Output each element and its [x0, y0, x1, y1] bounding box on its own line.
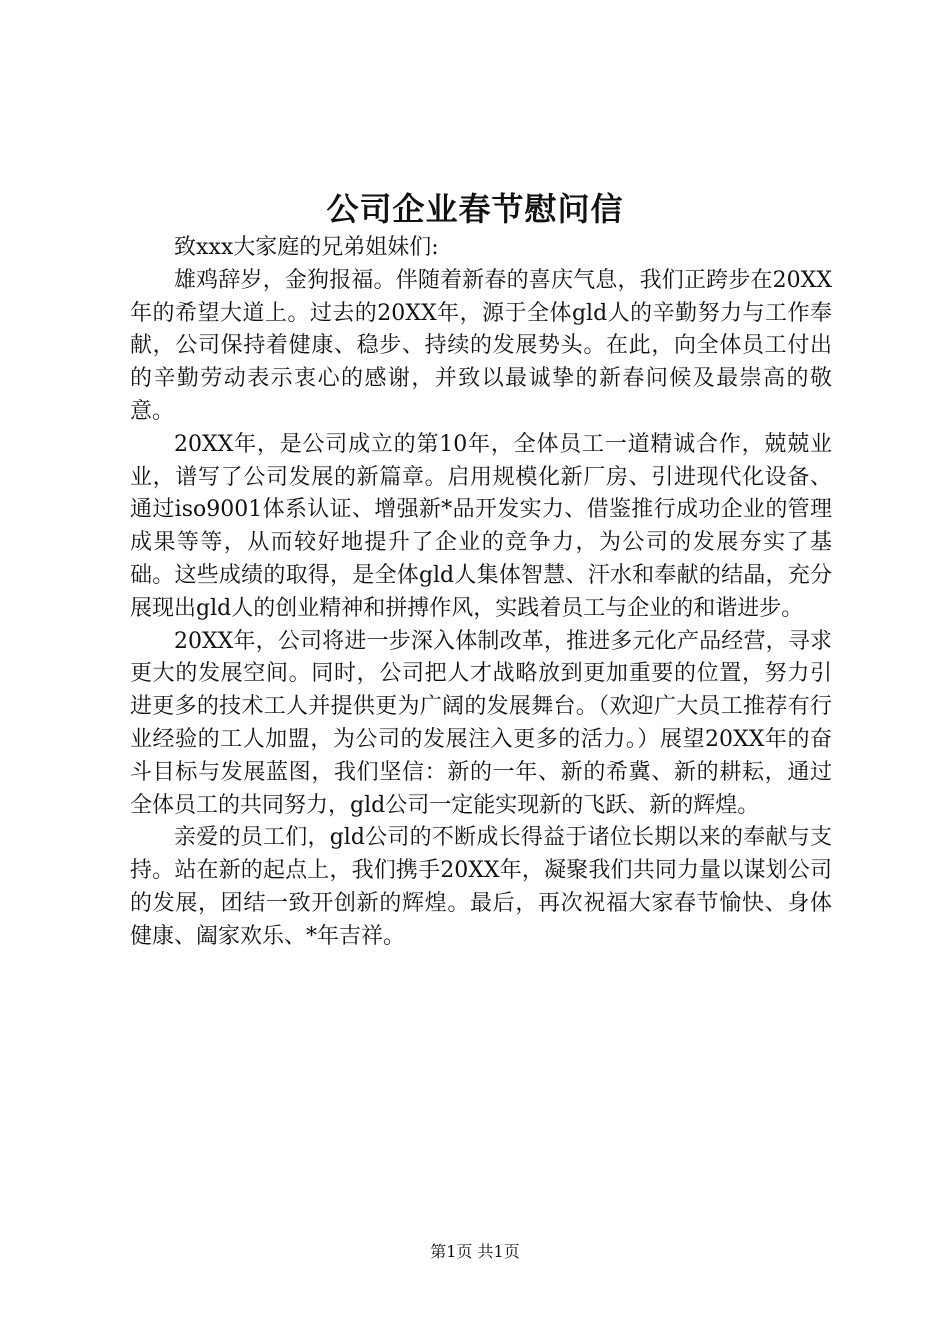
- page-footer: 第1页 共1页: [430, 1242, 520, 1261]
- paragraph-3: 20XX年，公司将进一步深入体制改革，推进多元化产品经营，寻求更大的发展空间。同时，公司把人才战略放到更加重要的位置，努力引进更多的技术工人并提供更为广阔的发展舞台。（欢迎广大员工推荐有行业经验的工人加盟，为公司的发展注入更多的活力。）展望20XX年的奋斗目标与发展蓝图，我们坚信：新的一年、新的希冀、新的耕耘，通过全体员工的共同努力，gld公司一定能实现新的飞跃、新的辉煌。: [130, 628, 832, 818]
- letter-body: [130, 232, 832, 954]
- document-title: 公司企业春节慰问信: [326, 190, 624, 228]
- paragraph-2: 20XX年，是公司成立的第10年，全体员工一道精诚合作，兢兢业业，谱写了公司发展的新篇章。启用规模化新厂房、引进现代化设备、通过iso9001体系认证、增强新*品开发实力、借鉴推行成功企业的管理成果等等，从而较好地提升了企业的竞争力，为公司的发展夯实了基础。这些成绩的取得，是全体gld人集体智慧、汗水和奉献的结晶，充分展现出gld人的创业精神和拼搏作风，实践着员工与企业的和谐进步。: [130, 431, 832, 621]
- salutation: 致xxx大家庭的兄弟姐妹们:: [174, 235, 439, 260]
- paragraph-1: 雄鸡辞岁，金狗报福。伴随着新春的喜庆气息，我们正跨步在20XX年的希望大道上。过去的20XX年，源于全体gld人的辛勤努力与工作奉献，公司保持着健康、稳步、持续的发展势头。在此，向全体员工付出的辛勤劳动表示衷心的感谢，并致以最诚挚的新春问候及最崇高的敬意。: [130, 267, 832, 424]
- paragraph-4: 亲爱的员工们，gld公司的不断成长得益于诸位长期以来的奉献与支持。站在新的起点上，我们携手20XX年，凝聚我们共同力量以谋划公司的发展，团结一致开创新的辉煌。最后，再次祝福大家春节愉快、身体健康、阖家欢乐、*年吉祥。: [130, 825, 832, 949]
